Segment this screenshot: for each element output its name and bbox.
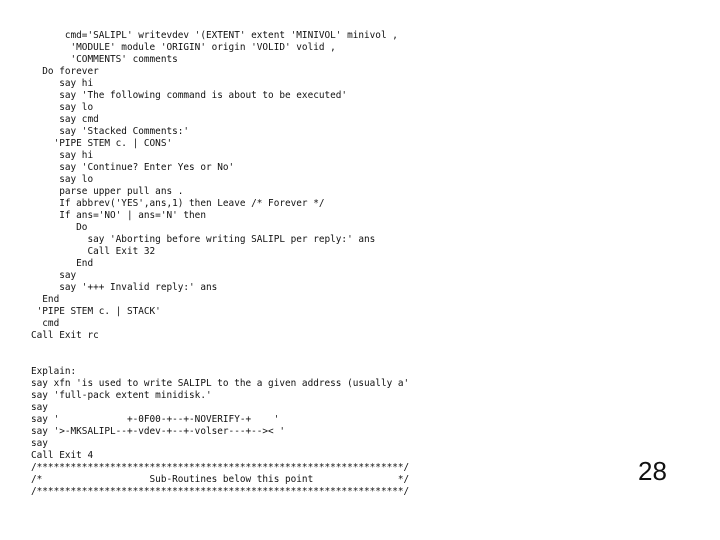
code-line: Do xyxy=(31,222,88,233)
code-line: /*****************************************************************/ xyxy=(31,486,410,497)
code-line: Call Exit rc xyxy=(31,330,99,341)
code-line: /*****************************************************************/ xyxy=(31,462,410,473)
code-line: Call Exit 32 xyxy=(31,246,156,257)
code-line: say hi xyxy=(31,78,94,89)
code-line: say 'Aborting before writing SALIPL per reply:' ans xyxy=(31,234,376,245)
code-line xyxy=(31,342,409,354)
code-line: End xyxy=(31,294,60,305)
code-line: If ans='NO' | ans='N' then xyxy=(31,210,206,221)
code-line: parse upper pull ans . xyxy=(31,186,184,197)
code-line: say '>-MKSALIPL--+-vdev-+--+-volser---+-->< ' xyxy=(31,426,285,437)
code-line: 'PIPE STEM c. | STACK' xyxy=(31,306,161,317)
code-line: End xyxy=(31,258,94,269)
code-line: /* Sub-Routines below this point */ xyxy=(31,474,410,485)
code-line: say 'full-pack extent minidisk.' xyxy=(31,390,212,401)
code-line: If abbrev('YES',ans,1) then Leave /* Forever */ xyxy=(31,198,325,209)
code-line: say 'Continue? Enter Yes or No' xyxy=(31,162,235,173)
code-line: say hi xyxy=(31,150,94,161)
code-line: say lo xyxy=(31,174,94,185)
code-line: say 'The following command is about to be executed' xyxy=(31,90,348,101)
code-line: 'PIPE STEM c. | CONS' xyxy=(31,138,173,149)
code-line: Call Exit 4 xyxy=(31,450,94,461)
code-line: say xyxy=(31,270,77,281)
code-line: say '+++ Invalid reply:' ans xyxy=(31,282,218,293)
code-line xyxy=(31,354,409,366)
code-line: Do forever xyxy=(31,66,99,77)
code-line: say xyxy=(31,402,48,413)
code-line: say xyxy=(31,438,48,449)
code-line: say xfn 'is used to write SALIPL to the a given address (usually a' xyxy=(31,378,410,389)
code-line: Explain: xyxy=(31,366,77,377)
code-line: cmd='SALIPL' writevdev '(EXTENT' extent 'MINIVOL' minivol , xyxy=(31,30,398,41)
code-line: say lo xyxy=(31,102,94,113)
code-line: 'COMMENTS' comments xyxy=(31,54,178,65)
code-line: 'MODULE' module 'ORIGIN' origin 'VOLID' volid , xyxy=(31,42,336,53)
code-line: say cmd xyxy=(31,114,99,125)
code-listing xyxy=(31,30,409,498)
page-number: 28 xyxy=(638,456,667,486)
code-line: cmd xyxy=(31,318,60,329)
code-line: say 'Stacked Comments:' xyxy=(31,126,190,137)
code-line: say ' +-0F00-+--+-NOVERIFY-+ ' xyxy=(31,414,280,425)
